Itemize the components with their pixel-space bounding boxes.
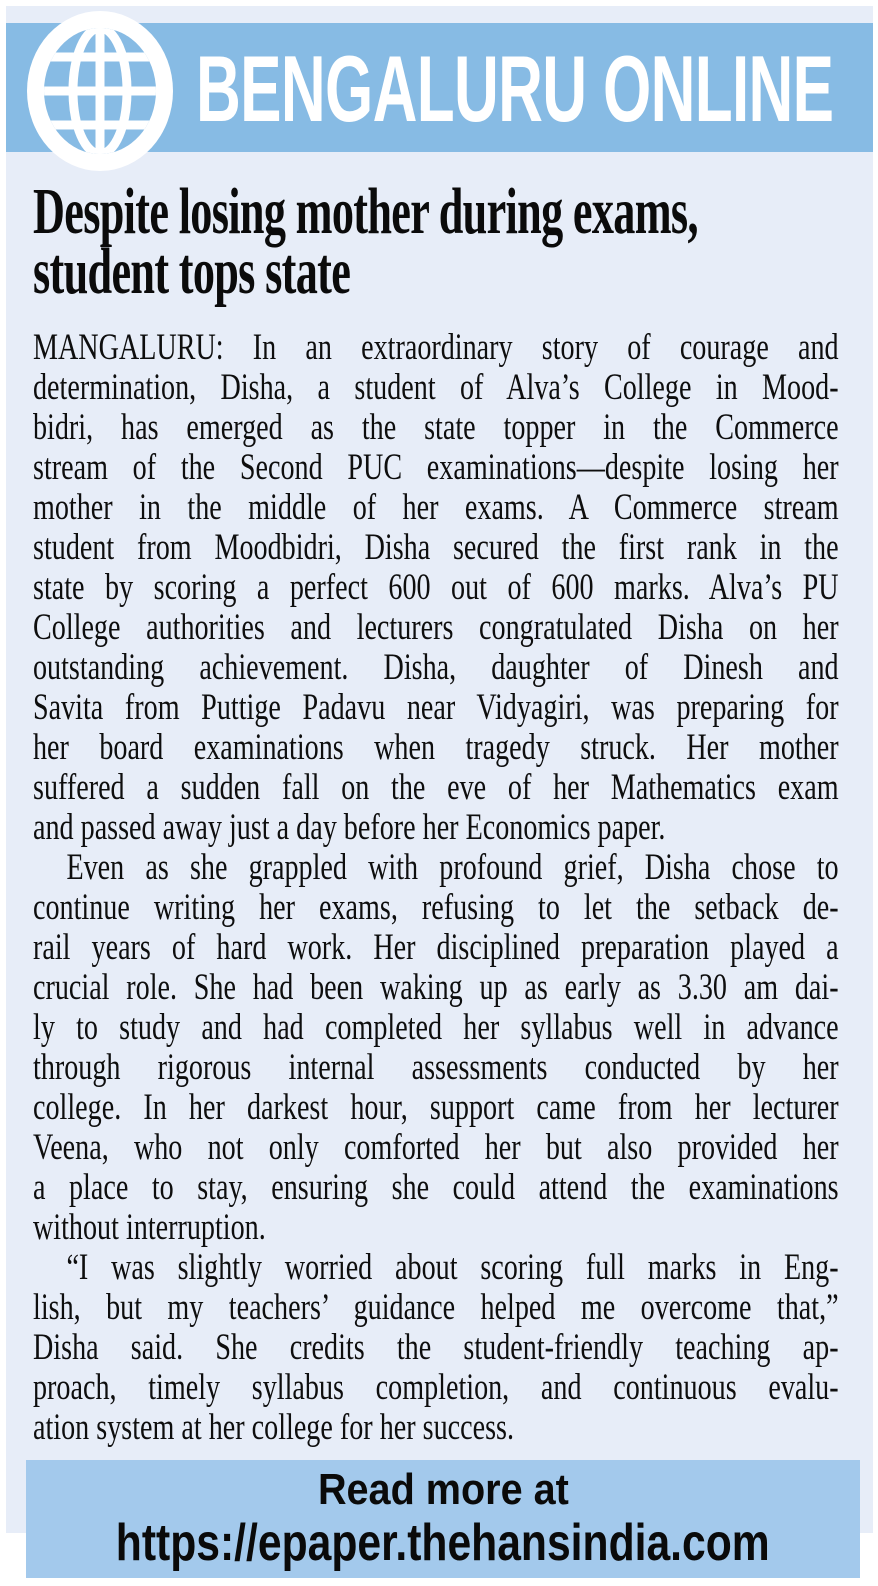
globe-icon bbox=[26, 10, 174, 172]
body-line: College authorities and lecturers congratulated Disha on her bbox=[33, 607, 839, 648]
body-line: bidri, has emerged as the state topper in the Commerce bbox=[33, 407, 839, 448]
body-line: mother in the middle of her exams. A Commerce stream bbox=[33, 487, 839, 528]
body-line: state by scoring a perfect 600 out of 600 marks. Alva’s PU bbox=[33, 567, 839, 608]
body-line: Even as she grappled with profound grief, Disha chose to bbox=[66, 847, 839, 888]
headline-line: Despite losing mother during exams, bbox=[33, 175, 698, 248]
body-line: without interruption. bbox=[33, 1207, 266, 1248]
body-line: rail years of hard work. Her disciplined preparation played a bbox=[33, 927, 839, 968]
headline-line: student tops state bbox=[33, 235, 351, 308]
article-panel bbox=[6, 6, 873, 1533]
footer-banner bbox=[26, 1460, 860, 1578]
body-line: determination, Disha, a student of Alva’s College in Mood- bbox=[33, 367, 839, 408]
footer-epaper-url: https://epaper.thehansindia.com bbox=[116, 1514, 770, 1572]
body-line: proach, timely syllabus completion, and continuous evalu- bbox=[33, 1367, 839, 1408]
body-line: Savita from Puttige Padavu near Vidyagiri, was preparing for bbox=[33, 687, 839, 728]
body-line: MANGALURU: In an extraordinary story of courage and bbox=[33, 327, 839, 368]
masthead-title: BENGALURU ONLINE bbox=[196, 36, 834, 141]
body-line: suffered a sudden fall on the eve of her Mathematics exam bbox=[33, 767, 839, 808]
article-body bbox=[33, 328, 839, 1448]
body-line: ation system at her college for her success. bbox=[33, 1407, 514, 1448]
body-line: Veena, who not only comforted her but also provided her bbox=[33, 1127, 839, 1168]
body-line: outstanding achievement. Disha, daughter of Dinesh and bbox=[33, 647, 839, 688]
body-line: stream of the Second PUC examinations—despite losing her bbox=[33, 447, 839, 488]
body-line: through rigorous internal assessments conducted by her bbox=[33, 1047, 839, 1088]
body-line: crucial role. She had been waking up as early as 3.30 am dai- bbox=[33, 967, 839, 1008]
body-line: lish, but my teachers’ guidance helped me overcome that,” bbox=[33, 1287, 839, 1328]
body-line: “I was slightly worried about scoring full marks in Eng- bbox=[66, 1247, 839, 1288]
footer-read-more-label: Read more at bbox=[317, 1465, 569, 1514]
body-line: her board examinations when tragedy struck. Her mother bbox=[33, 727, 839, 768]
body-line: and passed away just a day before her Economics paper. bbox=[33, 807, 666, 848]
body-line: continue writing her exams, refusing to let the setback de- bbox=[33, 887, 839, 928]
headline bbox=[33, 175, 837, 308]
body-line: college. In her darkest hour, support came from her lecturer bbox=[33, 1087, 839, 1128]
body-line: ly to study and had completed her syllabus well in advance bbox=[33, 1007, 839, 1048]
body-line: Disha said. She credits the student-friendly teaching ap- bbox=[33, 1327, 839, 1368]
body-line: student from Moodbidri, Disha secured the first rank in the bbox=[33, 527, 839, 568]
body-line: a place to stay, ensuring she could attend the examinations bbox=[33, 1167, 839, 1208]
